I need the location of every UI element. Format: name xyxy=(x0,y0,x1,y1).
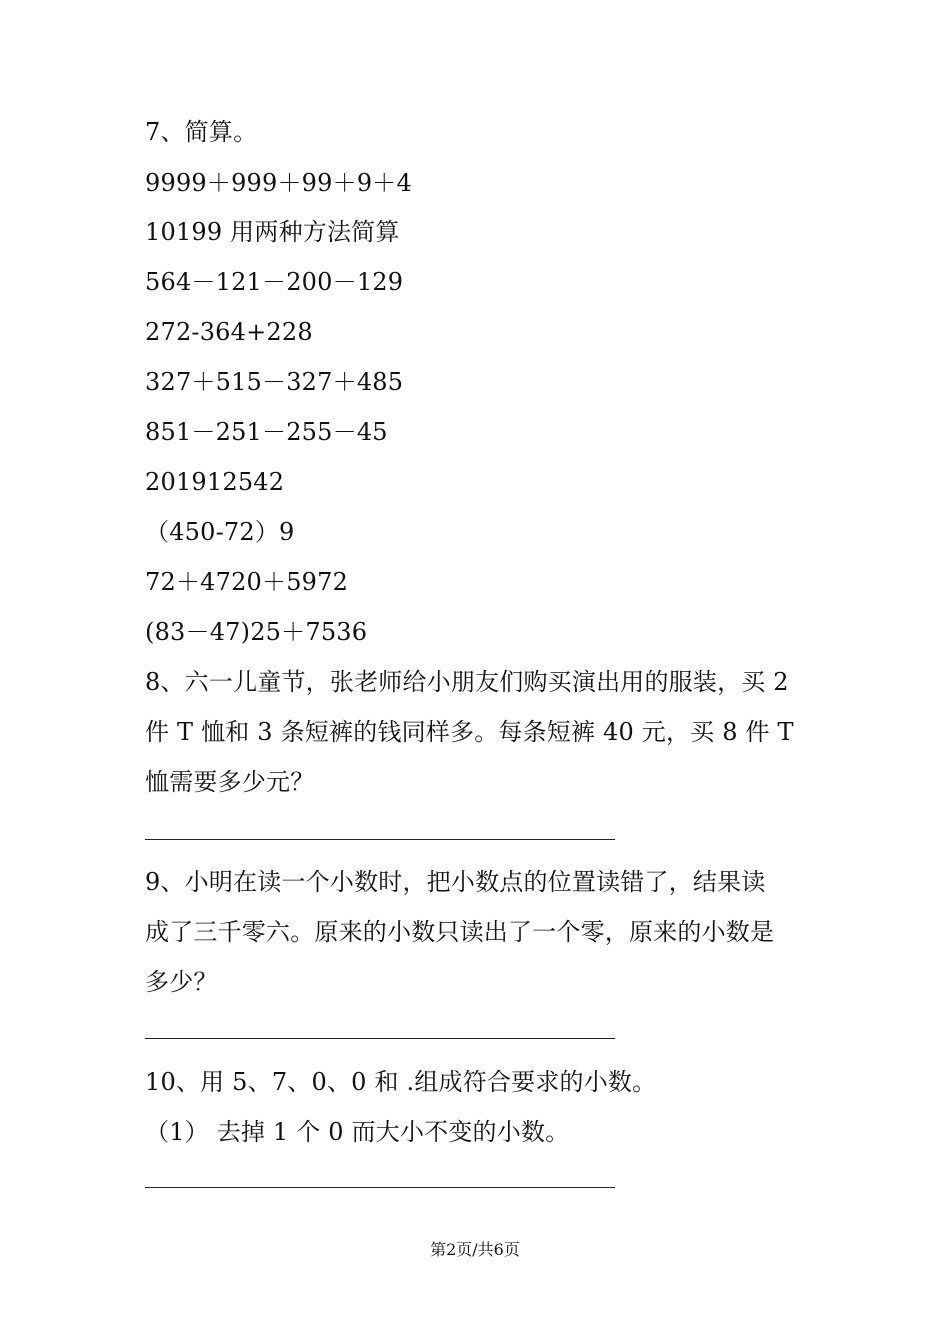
q7-item-7: 201912542 xyxy=(145,468,285,496)
question-9-line-1: 9、小明在读一个小数时，把小数点的位置读错了，结果读 xyxy=(145,868,766,896)
q7-item-3: 564－121－200－129 xyxy=(145,268,404,296)
question-8-line-1: 8、六一儿童节，张老师给小朋友们购买演出用的服装，买 2 xyxy=(145,668,789,696)
q7-item-4: 272-364+228 xyxy=(145,318,313,346)
q7-item-1: 9999＋999＋99＋9＋4 xyxy=(145,169,412,197)
q7-item-9: 72＋4720＋5972 xyxy=(145,568,349,596)
question-10-title: 10、用 5、7、0、0 和 .组成符合要求的小数。 xyxy=(145,1068,657,1096)
q7-item-8: （450-72）9 xyxy=(145,518,295,546)
question-10-sub-1: （1） 去掉 1 个 0 而大小不变的小数。 xyxy=(145,1118,570,1146)
q7-item-2: 10199 用两种方法简算 xyxy=(145,218,400,246)
question-9-line-2: 成了三千零六。原来的小数只读出了一个零，原来的小数是 xyxy=(145,918,775,946)
question-9-line-3: 多少？ xyxy=(145,968,218,996)
question-8-line-3: 恤需要多少元？ xyxy=(145,768,315,796)
q7-item-10: (83－47)25＋7536 xyxy=(145,618,368,646)
question-8-line-2: 件 T 恤和 3 条短裤的钱同样多。每条短裤 40 元，买 8 件 T xyxy=(145,718,794,746)
question-7-title: 7、简算。 xyxy=(145,118,258,146)
page-number: 第2页/共6页 xyxy=(430,1240,520,1259)
q10-answer-line[interactable] xyxy=(145,1187,615,1188)
q9-answer-line[interactable] xyxy=(145,1038,615,1039)
q7-item-5: 327＋515－327＋485 xyxy=(145,368,404,396)
q7-item-6: 851－251－255－45 xyxy=(145,418,388,446)
q8-answer-line[interactable] xyxy=(145,839,615,840)
